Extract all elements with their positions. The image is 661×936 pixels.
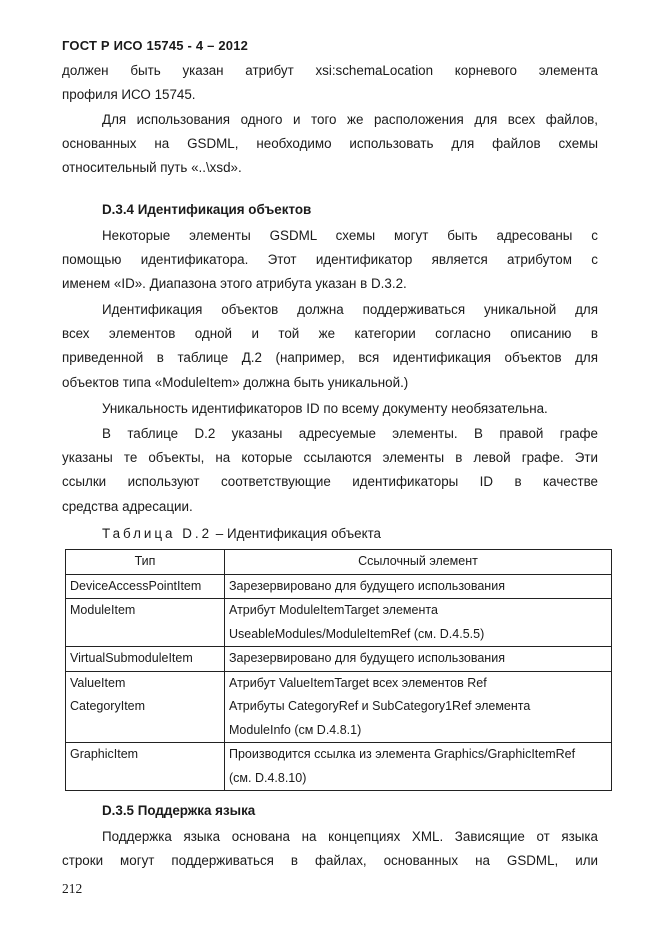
text-line: приведенной в таблице Д.2 (например, вся идентификация объектов для: [62, 350, 598, 366]
type-line: ModuleItem: [70, 603, 136, 617]
intro-paragraph: [62, 59, 598, 107]
text-line: средства адресации.: [62, 498, 193, 514]
table-row: [66, 599, 612, 647]
type-cell: [66, 671, 225, 743]
table-row: [66, 743, 612, 791]
column-header-reference: Ссылочный элемент: [225, 550, 612, 575]
text-line: Поддержка языка основана на концепциях XML. Зависящие от языка: [102, 829, 598, 844]
text-line: основанных на GSDML, необходимо использовать для файлов схемы: [62, 136, 598, 152]
text-line: указаны те объекты, на которые ссылаются элементы в левой графе. Эти: [62, 450, 598, 466]
reference-cell: [225, 743, 612, 791]
identification-table: [65, 549, 612, 791]
reference-line: UseableModules/ModuleItemRef (см. D.4.5.5): [229, 626, 485, 641]
text-line: профиля ИСО 15745.: [62, 87, 196, 103]
text-line: всех элементов одной и той же категории согласно описанию в: [62, 326, 598, 342]
reference-line: Атрибут ValueItemTarget всех элементов Ref: [229, 675, 487, 690]
section-heading-d34: D.3.4 Идентификация объектов: [102, 202, 312, 217]
paragraph-optional-uniqueness: [62, 397, 598, 421]
type-line: GraphicItem: [70, 747, 139, 761]
reference-line: Производится ссылка из элемента Graphics/GraphicItemRef: [229, 747, 576, 761]
reference-cell: [225, 599, 612, 647]
table-row: [66, 647, 612, 672]
table-row: [66, 574, 612, 599]
table-caption: [102, 526, 381, 541]
type-line: DeviceAccessPointItem: [70, 578, 202, 593]
paragraph-table-intro: [62, 422, 598, 519]
type-cell: [66, 599, 225, 647]
reference-line: Атрибуты CategoryRef и SubCategory1Ref элемента: [229, 699, 531, 713]
paragraph-uniqueness: [62, 298, 598, 395]
text-line: помощью идентификатора. Этот идентификатор является атрибутом с: [62, 252, 598, 268]
reference-line: Зарезервировано для будущего использования: [229, 651, 505, 665]
text-line: Для использования одного и того же расположения для всех файлов,: [102, 112, 598, 127]
table-row: [66, 671, 612, 743]
text-line: относительный путь «..\xsd».: [62, 160, 242, 176]
text-line: строки могут поддерживаться в файлах, основанных на GSDML, или: [62, 853, 598, 869]
text-line: Некоторые элементы GSDML схемы могут быть адресованы с: [102, 228, 598, 243]
reference-line: Атрибут ModuleItemTarget элемента: [229, 603, 438, 617]
table-header-row: [66, 550, 612, 575]
column-header-type: Тип: [66, 550, 225, 575]
text-line: именем «ID». Диапазона этого атрибута указан в D.3.2.: [62, 276, 407, 292]
text-line: Идентификация объектов должна поддерживаться уникальной для: [102, 302, 598, 317]
reference-cell: [225, 574, 612, 599]
reference-line: (см. D.4.8.10): [229, 770, 307, 785]
reference-cell: [225, 671, 612, 743]
paragraph-language-support: [62, 825, 598, 873]
reference-cell: [225, 647, 612, 672]
type-line: ValueItem: [70, 675, 126, 690]
text-line: В таблице D.2 указаны адресуемые элементы. В правой графе: [102, 426, 598, 441]
text-line: ссылки используют соответствующие идентификаторы ID в качестве: [62, 474, 598, 490]
reference-line: Зарезервировано для будущего использования: [229, 578, 505, 593]
text-line: Уникальность идентификаторов ID по всему документу необязательна.: [102, 401, 548, 416]
type-cell: [66, 647, 225, 672]
paragraph-relative-path: [62, 108, 598, 181]
text-line: объектов типа «ModuleItem» должна быть уникальной.): [62, 374, 409, 390]
type-cell: [66, 743, 225, 791]
type-line: CategoryItem: [70, 699, 146, 713]
reference-line: ModuleInfo (см D.4.8.1): [229, 722, 362, 737]
page-number: 212: [62, 881, 83, 896]
table-caption-label: Таблица D.2: [102, 526, 213, 541]
section-heading-d35: D.3.5 Поддержка языка: [102, 803, 256, 818]
text-line: должен быть указан атрибут xsi:schemaLocation корневого элемента: [62, 63, 598, 78]
page-header: ГОСТ Р ИСО 15745 - 4 – 2012: [62, 38, 249, 53]
table-caption-title: – Идентификация объекта: [215, 526, 382, 541]
type-cell: [66, 574, 225, 599]
paragraph-identifiers: [62, 224, 598, 297]
type-line: VirtualSubmoduleItem: [70, 651, 193, 665]
